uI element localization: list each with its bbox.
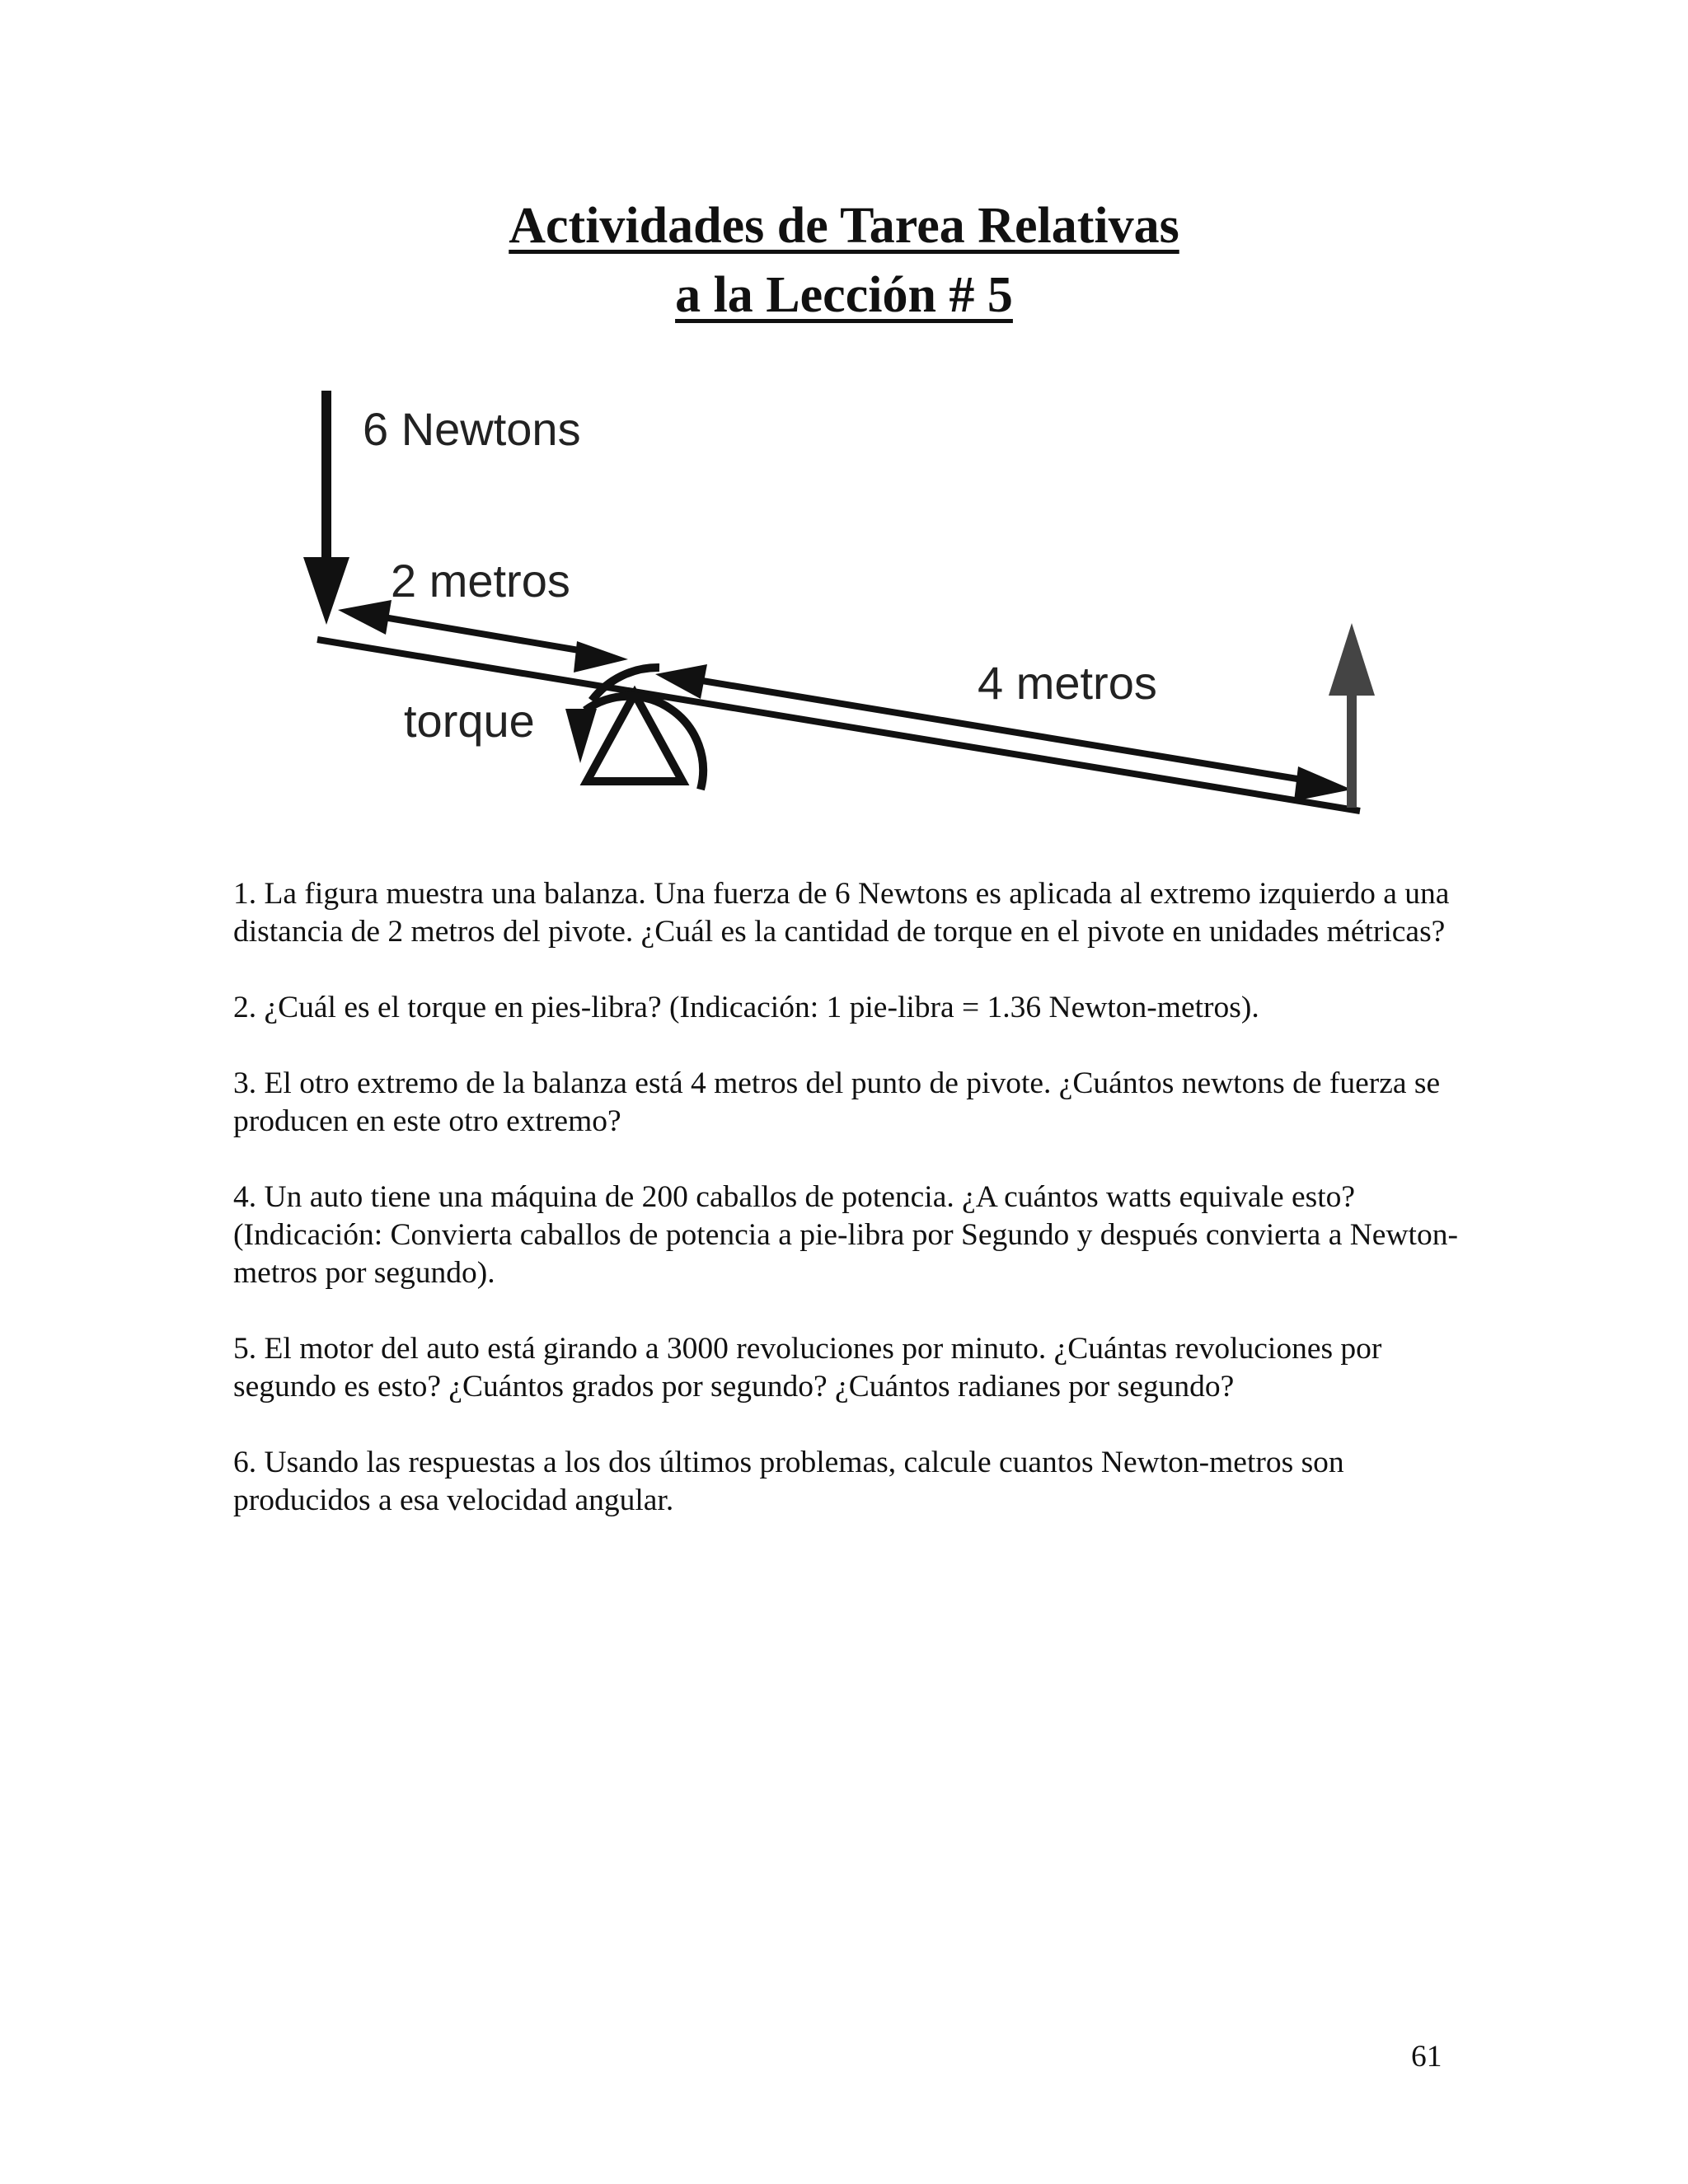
- question-3: 3. El otro extremo de la balanza está 4 metros del punto de pivote. ¿Cuántos newtons de fuerza se producen en este otro extremo?: [233, 1066, 1441, 1138]
- right-distance-label: 4 metros: [978, 657, 1157, 709]
- torque-label: torque: [404, 695, 535, 747]
- lever-diagram: [0, 0, 1688, 841]
- question-6: 6. Usando las respuestas a los dos últimos problemas, calcule cuantos Newton-metros son producidos a esa velocidad angular.: [233, 1446, 1344, 1517]
- question-4: 4. Un auto tiene una máquina de 200 caballos de potencia. ¿A cuántos watts equivale esto? (Indicación: Convierta caballos de potencia a pie-libra por Segundo y después convierta a Newton-metros por segundo).: [233, 1180, 1458, 1290]
- up-force-arrow: [1329, 623, 1375, 808]
- left-distance-arrow: [338, 600, 628, 673]
- title-line-2: a la Lección # 5: [675, 267, 1013, 323]
- down-force-arrow: [303, 391, 349, 625]
- force-label: 6 Newtons: [363, 403, 581, 455]
- title-line-1: Actividades de Tarea Relativas: [509, 198, 1179, 254]
- question-list: [233, 875, 1486, 1558]
- question-2: 2. ¿Cuál es el torque en pies-libra? (Indicación: 1 pie-libra = 1.36 Newton-metros).: [233, 991, 1259, 1024]
- left-distance-label: 2 metros: [391, 555, 570, 607]
- question-1: 1. La figura muestra una balanza. Una fuerza de 6 Newtons es aplicada al extremo izquierdo a una distancia de 2 metros del pivote. ¿Cuál es la cantidad de torque en el pivote en unidades métricas?: [233, 877, 1450, 949]
- question-5: 5. El motor del auto está girando a 3000 revoluciones por minuto. ¿Cuántas revoluciones por segundo es esto? ¿Cuántos grados por segundo? ¿Cuántos radianes por segundo?: [233, 1332, 1382, 1404]
- page-number: 61: [1411, 2040, 1442, 2074]
